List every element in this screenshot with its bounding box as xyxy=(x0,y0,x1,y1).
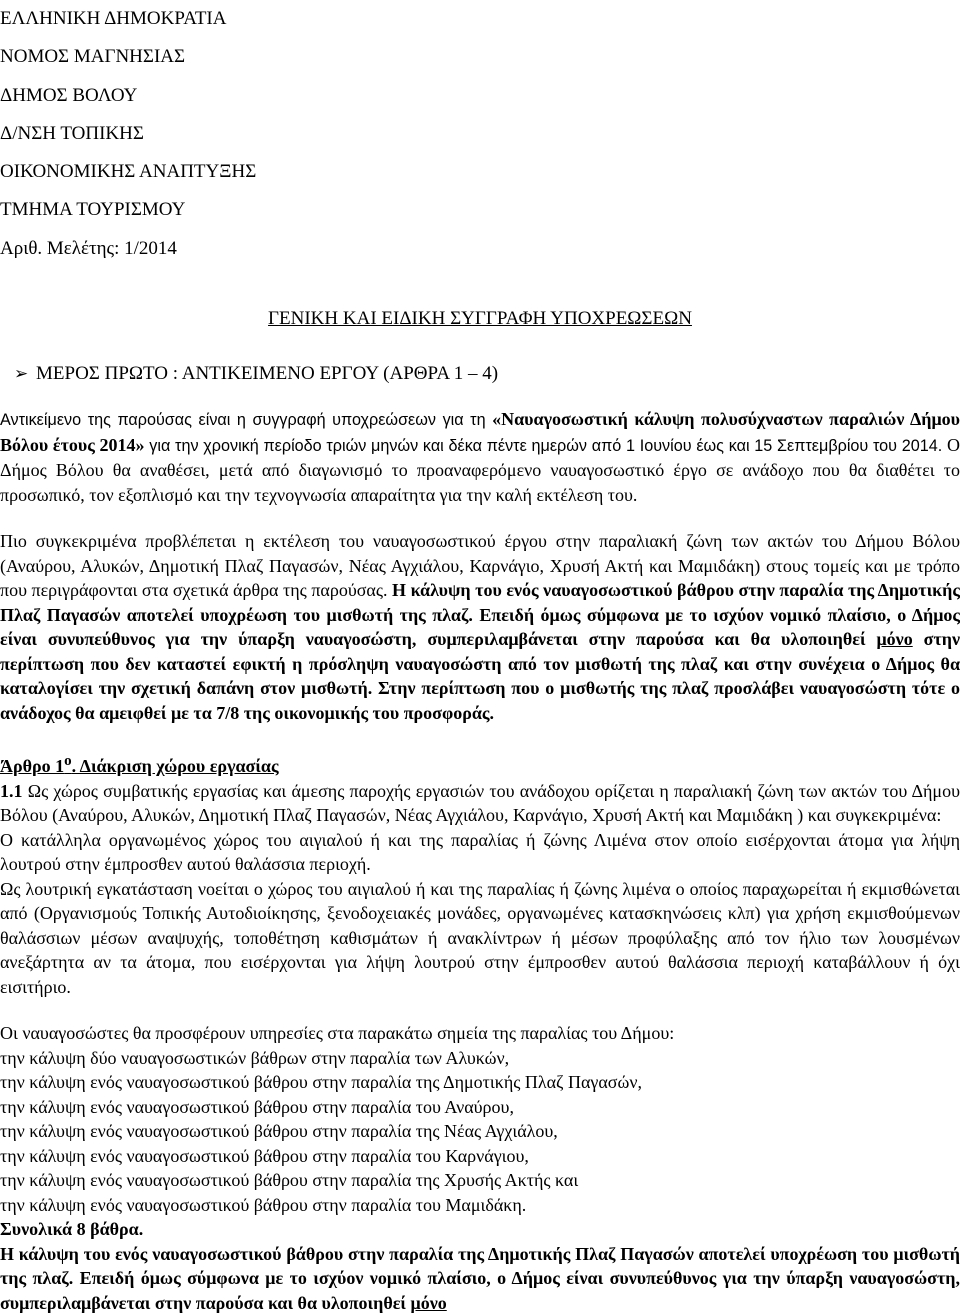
article-1-1 xyxy=(0,779,960,828)
article-1-1-text: Ως χώρος συμβατικής εργασίας και άμεσης παροχής εργασιών του ανάδοχου ορίζεται η παραλιακή ζώνη των ακτών του Δήμου Βόλου (Αναύρου, Αλυκών, Δημοτική Πλαζ Παγασών, Νέας Αγχιάλου, Καρνάγιο, Χρυσή Ακτή και Μαμιδάκη ) και συγκεκριμένα: xyxy=(0,781,960,826)
list-item: την κάλυψη ενός ναυαγοσωστικού βάθρου στην παραλία της Νέας Αγχιάλου, xyxy=(0,1119,960,1144)
intro-text-d: Ο Δήμος Βόλου θα αναθέσει, μετά από διαγωνισμό το προαναφερόμενο ναυαγοσωστικό έργο σε ανάδοχο που θα διαθέτει το προσωπικό, τον εξοπλισμό και την τεχνογνωσία απαραίτητα για την καλή εκτέλεση του. xyxy=(0,435,960,505)
arrow-bullet-icon: ➢ xyxy=(14,362,36,387)
intro-paragraph xyxy=(0,407,960,507)
list-item: την κάλυψη ενός ναυαγοσωστικού βάθρου στην παραλία της Χρυσής Ακτής και xyxy=(0,1168,960,1193)
pagasai-note-only: μόνο xyxy=(876,629,912,649)
services-total xyxy=(0,1217,960,1242)
list-item: την κάλυψη ενός ναυαγοσωστικού βάθρου στην παραλία του Αναύρου, xyxy=(0,1095,960,1120)
list-item: την κάλυψη δύο ναυαγοσωστικών βάθρων στην παραλία των Αλυκών, xyxy=(0,1046,960,1071)
document-title: ΓΕΝΙΚΗ ΚΑΙ ΕΙΔΙΚΗ ΣΥΓΓΡΑΦΗ ΥΠΟΧΡΕΩΣΕΩΝ xyxy=(0,307,960,332)
closing-note-a: Η κάλυψη του ενός ναυαγοσωστικού βάθρου στην παραλία της Δημοτικής Πλαζ Παγασών αποτελεί υποχρέωση του μισθωτή της πλαζ. Επειδή όμως σύμφωνα με το ισχύον νομικό πλαίσιο, ο Δήμος είναι συνυπεύθυνος για την ύπαρξη ναυαγοσώστη, συμπεριλαμβάνεται στην παρούσα και θα υλοποιηθεί xyxy=(0,1244,960,1313)
list-item: την κάλυψη ενός ναυαγοσωστικού βάθρου στην παραλία του Καρνάγιου, xyxy=(0,1144,960,1169)
header-line-directorate: Δ/ΝΣΗ ΤΟΠΙΚΗΣ xyxy=(0,115,430,153)
article-1-suffix: . Διάκριση χώρου εργασίας xyxy=(72,756,279,776)
services-total-text: Συνολικά 8 βάθρα. xyxy=(0,1219,143,1239)
closing-paragraph xyxy=(0,1242,960,1315)
article-1-heading xyxy=(0,749,960,779)
article-1-prefix: Άρθρο 1 xyxy=(0,756,64,776)
scope-text: Πιο συγκεκριμένα προβλέπεται η εκτέλεση του ναυαγοσωστικού έργου στην παραλιακή ζώνη των ακτών του Δήμου Βόλου (Αναύρου, Αλυκών, Δημοτική Πλαζ Παγασών, Νέας Αγχιάλου, Καρνάγιο, Χρυσή Ακτή και Μαμιδάκη) στους τομείς και με τρόπο που περιγράφονται στα σχετικά άρθρα της παρούσας. xyxy=(0,531,960,600)
header-line-prefecture: ΝΟΜΟΣ ΜΑΓΝΗΣΙΑΣ xyxy=(0,38,430,76)
study-number: Αριθ. Μελέτης: 1/2014 xyxy=(0,230,430,268)
header-line-municipality: ΔΗΜΟΣ ΒΟΛΟΥ xyxy=(0,77,430,115)
part-heading xyxy=(14,362,498,387)
header-line-republic: ΕΛΛΗΝΙΚΗ ΔΗΜΟΚΡΑΤΙΑ xyxy=(0,0,430,38)
article-1-1-num: 1.1 xyxy=(0,781,23,801)
document-header xyxy=(0,0,430,268)
pagasai-note-b: στην περίπτωση που δεν καταστεί εφικτή η πρόσληψη ναυαγοσώστη από τον μισθωτή της πλαζ και στην συνέχεια ο Δήμος θα καταλογίσει την σχετική δαπάνη στον μισθωτή. Στην περίπτωση που ο μισθωτής της πλαζ προσλάβει ναυαγοσώστη τότε ο ανάδοχος θα αμειφθεί με τα 7/8 της οικονομικής του προσφοράς. xyxy=(0,629,960,723)
intro-text-c: για την χρονική περίοδο τριών μηνών και δέκα πέντε ημερών από 1 Ιουνίου έως και 15 Σεπτεμβρίου του 2014. xyxy=(145,437,943,455)
header-line-directorate-cont: ΟΙΚΟΝΟΜΙΚΗΣ ΑΝΑΠΤΥΞΗΣ xyxy=(0,153,430,191)
article-1-sup: ο xyxy=(64,753,72,769)
closing-note-only: μόνο xyxy=(411,1293,447,1313)
list-item: την κάλυψη ενός ναυαγοσωστικού βάθρου στην παραλία της Δημοτικής Πλαζ Παγασών, xyxy=(0,1070,960,1095)
services-intro: Οι ναυαγοσώστες θα προσφέρουν υπηρεσίες στα παρακάτω σημεία της παραλίας του Δήμου: xyxy=(0,1021,960,1046)
pagasai-note-a: Η κάλυψη του ενός ναυαγοσωστικού βάθρου στην παραλία της Δημοτικής Πλαζ Παγασών αποτελεί υποχρέωση του μισθωτή της πλαζ. Επειδή όμως σύμφωνα με το ισχύον νομικό πλαίσιο, ο Δήμος είναι συνυπεύθυνος για την ύπαρξη ναυαγοσώστη, συμπεριλαμβάνεται στην παρούσα και θα υλοποιηθεί xyxy=(0,580,960,649)
article-1-1-area: Ο κατάλληλα οργανωμένος χώρος του αιγιαλού ή και της παραλίας ή ζώνης Λιμένα στον οποίο εισέρχονται άτομα για λήψη λουτρού στην έμπροσθεν αυτού θαλάσσια περιοχή. xyxy=(0,828,960,877)
list-item: την κάλυψη ενός ναυαγοσωστικού βάθρου στην παραλία του Μαμιδάκη. xyxy=(0,1193,960,1218)
part-heading-text: ΜΕΡΟΣ ΠΡΩΤΟ : ΑΝΤΙΚΕΙΜΕΝΟ ΕΡΓΟΥ (ΑΡΘΡΑ 1 – 4) xyxy=(36,363,498,384)
document-body xyxy=(0,407,960,1315)
article-1-1-definition: Ως λουτρική εγκατάσταση νοείται ο χώρος του αιγιαλού ή και της παραλίας ή ζώνης λιμένα ο οποίος παραχωρείται ή εκμισθώνεται από (Οργανισμούς Τοπικής Αυτοδιοίκησης, ξενοδοχειακές μονάδες, οργανωμένες κατασκηνώσεις κλπ) για χρήση εκμισθούμενων θαλάσσιων μέσων αναψυχής, τοποθέτηση καθισμάτων ή ανακλίντρων ή μέσων προφύλαξης από τον ήλιο των λουσμένων ανεξάρτητα αν τα άτομα, που εισέρχονται για λήψη λουτρού στην έμπροσθεν αυτού θαλάσσια περιοχή καταβάλλουν ή όχι εισιτήριο. xyxy=(0,877,960,1000)
header-line-department: ΤΜΗΜΑ ΤΟΥΡΙΣΜΟΥ xyxy=(0,191,430,229)
project-title: «Ναυαγοσωστική κάλυψη πολυσύχναστων παραλιών Δήμου Βόλου έτους 2014» xyxy=(0,409,960,455)
intro-text-a: Αντικείμενο της παρούσας είναι η συγγραφή υποχρεώσεων για τη xyxy=(0,411,492,429)
scope-paragraph xyxy=(0,529,960,725)
